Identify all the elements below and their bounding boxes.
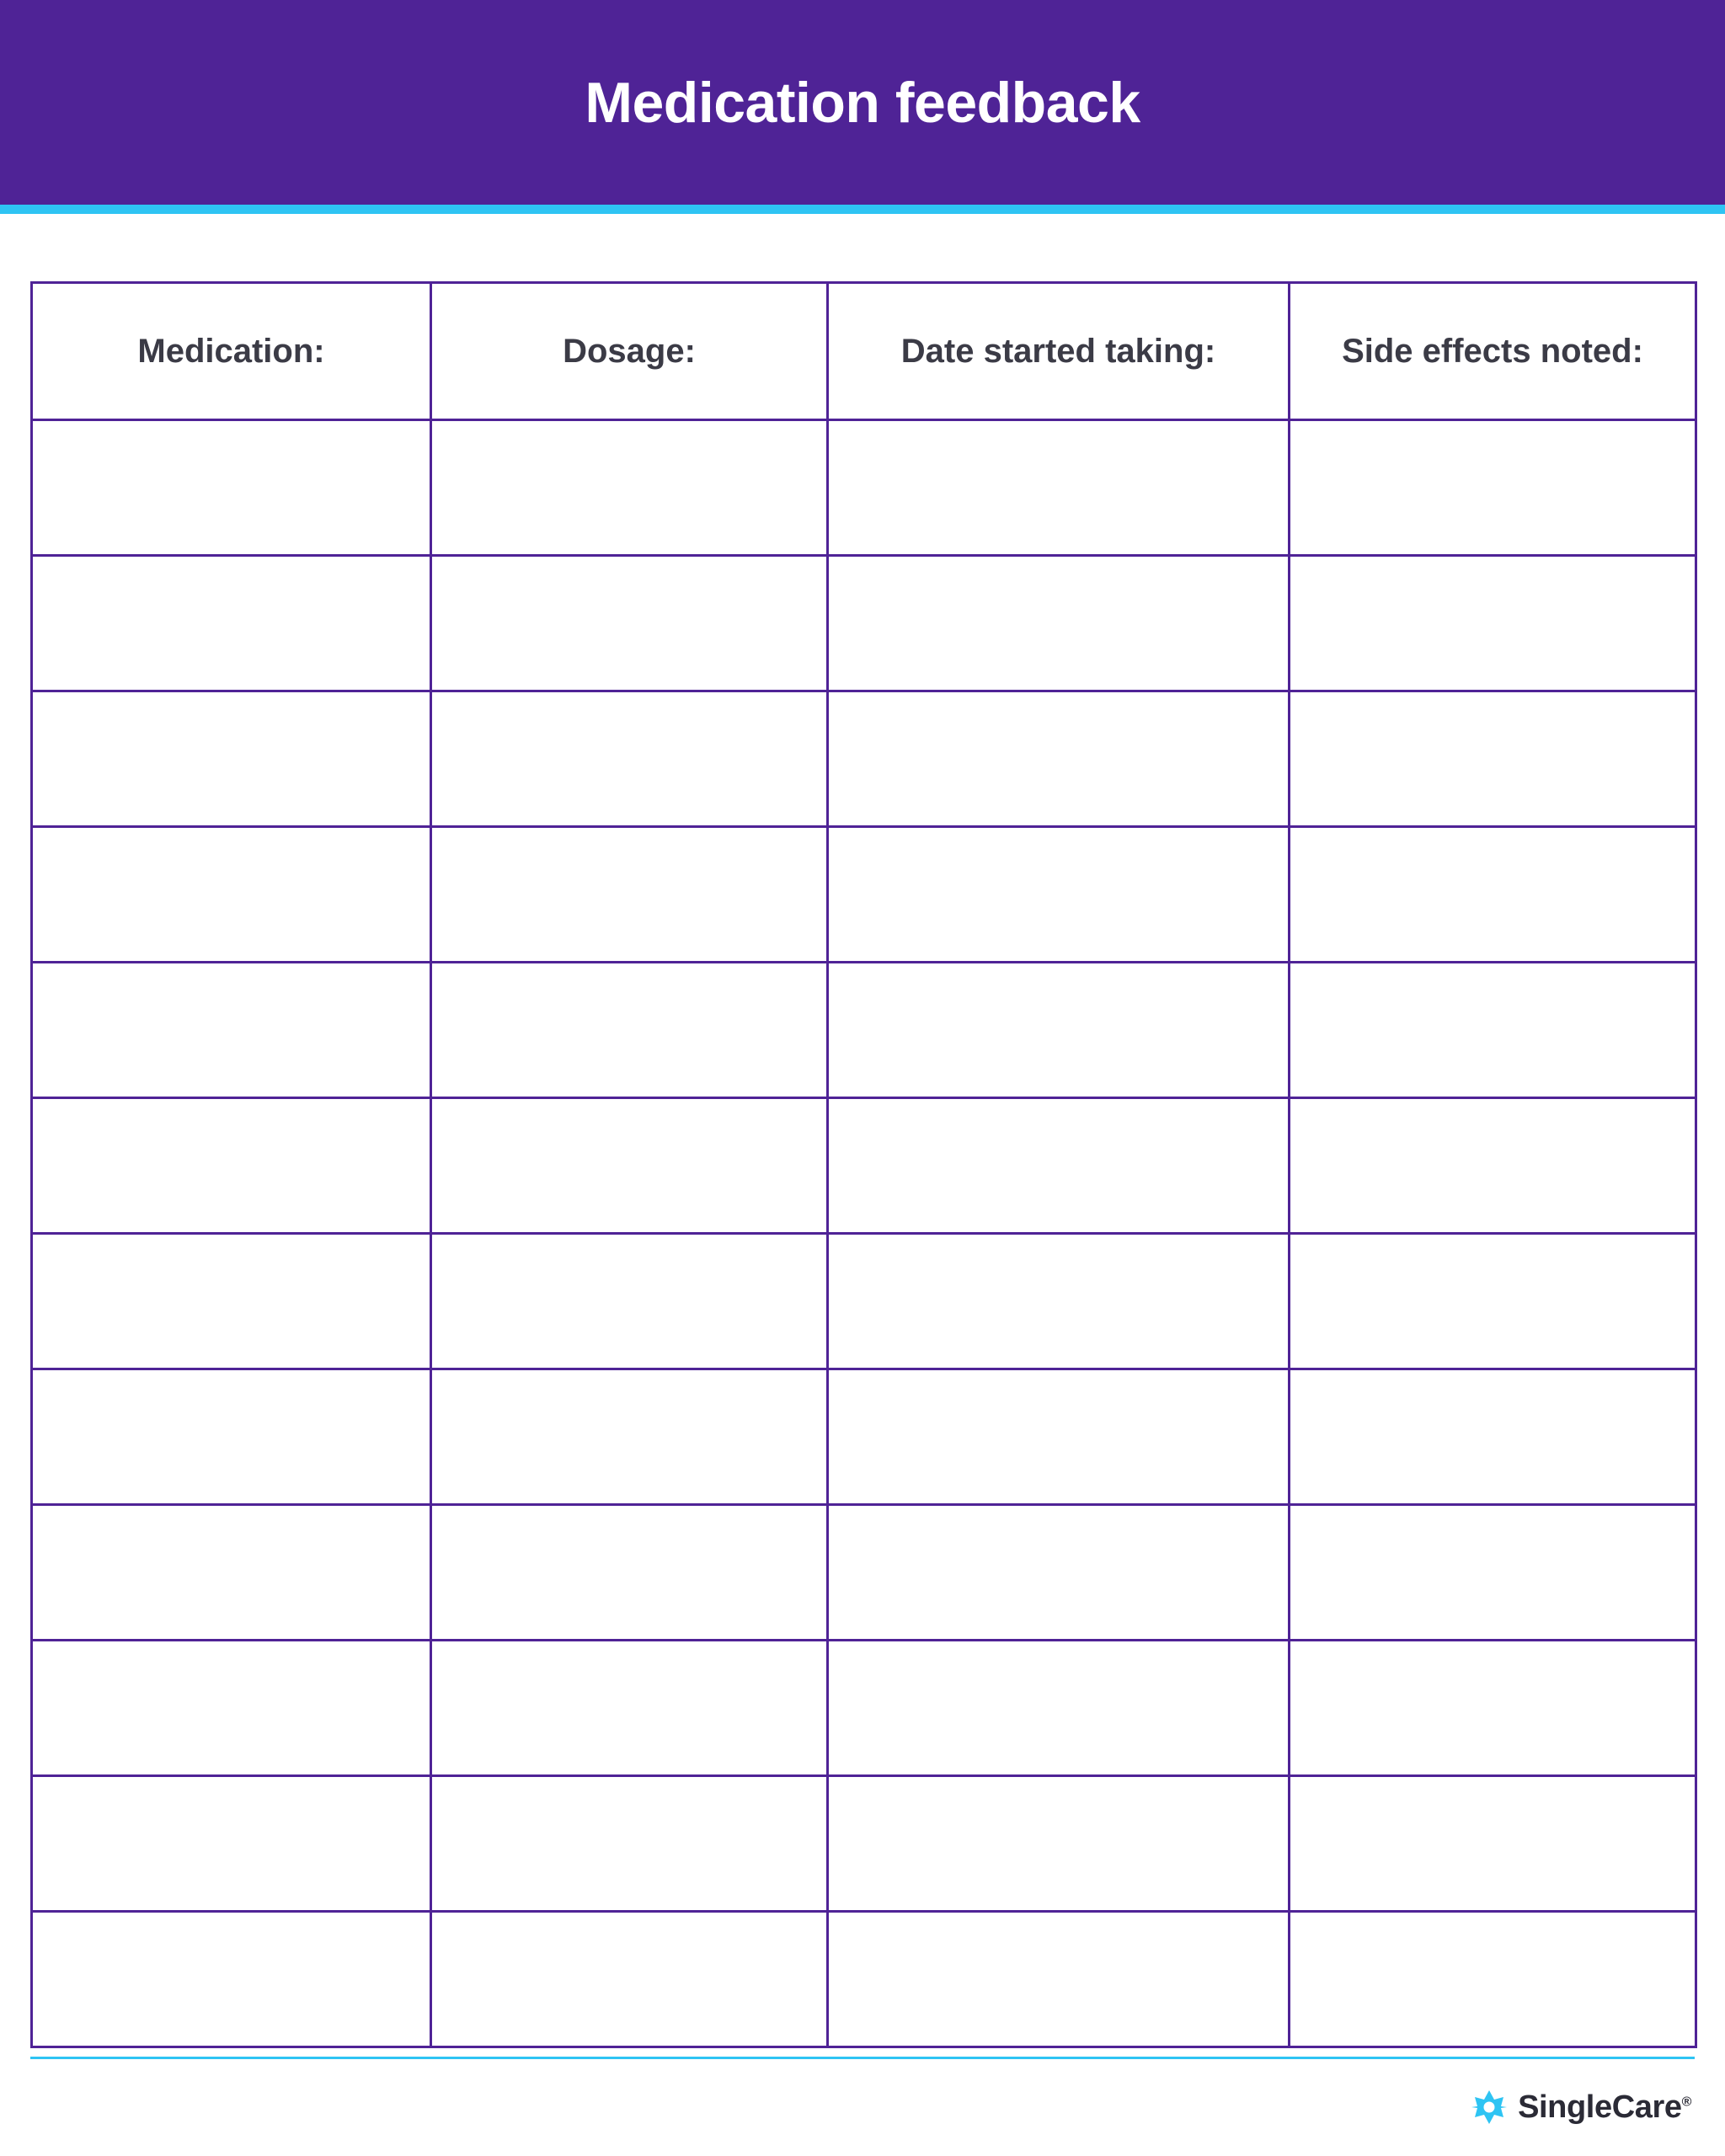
table-cell[interactable]	[32, 1505, 431, 1641]
table-cell[interactable]	[431, 1776, 828, 1912]
table-cell[interactable]	[828, 963, 1290, 1098]
table-cell[interactable]	[828, 556, 1290, 691]
table-cell[interactable]	[1290, 1098, 1696, 1234]
table-cell[interactable]	[828, 691, 1290, 827]
table-cell[interactable]	[1290, 1912, 1696, 2047]
table-cell[interactable]	[828, 1776, 1290, 1912]
table-cell[interactable]	[828, 1234, 1290, 1369]
table-cell[interactable]	[828, 827, 1290, 963]
brand-name	[1518, 2091, 1691, 2123]
table-row	[32, 963, 1696, 1098]
table-cell[interactable]	[32, 1776, 431, 1912]
page-title: Medication feedback	[585, 70, 1140, 135]
table-cell[interactable]	[828, 420, 1290, 556]
table-cell[interactable]	[32, 1369, 431, 1505]
table-cell[interactable]	[32, 1641, 431, 1776]
table-cell[interactable]	[828, 1641, 1290, 1776]
worksheet-content	[0, 214, 1725, 2057]
table-cell[interactable]	[431, 691, 828, 827]
table-cell[interactable]	[1290, 1505, 1696, 1641]
table-row	[32, 420, 1696, 556]
table-cell[interactable]	[1290, 420, 1696, 556]
table-row	[32, 1505, 1696, 1641]
column-header-medication: Medication:	[32, 283, 431, 420]
column-header-side-effects-noted: Side effects noted:	[1290, 283, 1696, 420]
table-row	[32, 1912, 1696, 2047]
header-accent-rule	[0, 205, 1725, 214]
table-cell[interactable]	[431, 1912, 828, 2047]
table-cell[interactable]	[431, 827, 828, 963]
brand-registered-mark: ®	[1681, 2095, 1691, 2110]
table-row	[32, 1641, 1696, 1776]
footer-accent-rule	[30, 2057, 1695, 2059]
table-cell[interactable]	[1290, 1776, 1696, 1912]
table-cell[interactable]	[828, 1912, 1290, 2047]
table-cell[interactable]	[431, 420, 828, 556]
table-cell[interactable]	[32, 963, 431, 1098]
table-cell[interactable]	[1290, 556, 1696, 691]
table-header-row	[32, 283, 1696, 420]
brand-name-text: SingleCare	[1518, 2089, 1682, 2125]
table-cell[interactable]	[1290, 1369, 1696, 1505]
table-cell[interactable]	[431, 1234, 828, 1369]
table-cell[interactable]	[828, 1505, 1290, 1641]
table-cell[interactable]	[828, 1098, 1290, 1234]
page-footer	[0, 2057, 1725, 2156]
table-body	[32, 420, 1696, 2047]
table-cell[interactable]	[32, 1912, 431, 2047]
table-row	[32, 1234, 1696, 1369]
table-cell[interactable]	[431, 1505, 828, 1641]
table-cell[interactable]	[32, 1098, 431, 1234]
table-cell[interactable]	[431, 1641, 828, 1776]
brand-logo	[1471, 2089, 1691, 2126]
table-row	[32, 556, 1696, 691]
table-row	[32, 1776, 1696, 1912]
table-cell[interactable]	[1290, 1641, 1696, 1776]
table-cell[interactable]	[1290, 827, 1696, 963]
table-cell[interactable]	[32, 420, 431, 556]
table-row	[32, 691, 1696, 827]
table-cell[interactable]	[1290, 1234, 1696, 1369]
table-cell[interactable]	[431, 556, 828, 691]
medication-feedback-table	[30, 281, 1697, 2048]
table-cell[interactable]	[1290, 691, 1696, 827]
table-cell[interactable]	[828, 1369, 1290, 1505]
column-header-date-started-taking: Date started taking:	[828, 283, 1290, 420]
table-cell[interactable]	[1290, 963, 1696, 1098]
table-row	[32, 1098, 1696, 1234]
table-row	[32, 827, 1696, 963]
table-cell[interactable]	[431, 963, 828, 1098]
table-cell[interactable]	[32, 1234, 431, 1369]
singlecare-cross-icon	[1471, 2089, 1508, 2126]
table-cell[interactable]	[32, 556, 431, 691]
table-cell[interactable]	[431, 1369, 828, 1505]
table-cell[interactable]	[32, 827, 431, 963]
column-header-dosage: Dosage:	[431, 283, 828, 420]
page-header	[0, 0, 1725, 205]
table-cell[interactable]	[431, 1098, 828, 1234]
table-row	[32, 1369, 1696, 1505]
table-cell[interactable]	[32, 691, 431, 827]
